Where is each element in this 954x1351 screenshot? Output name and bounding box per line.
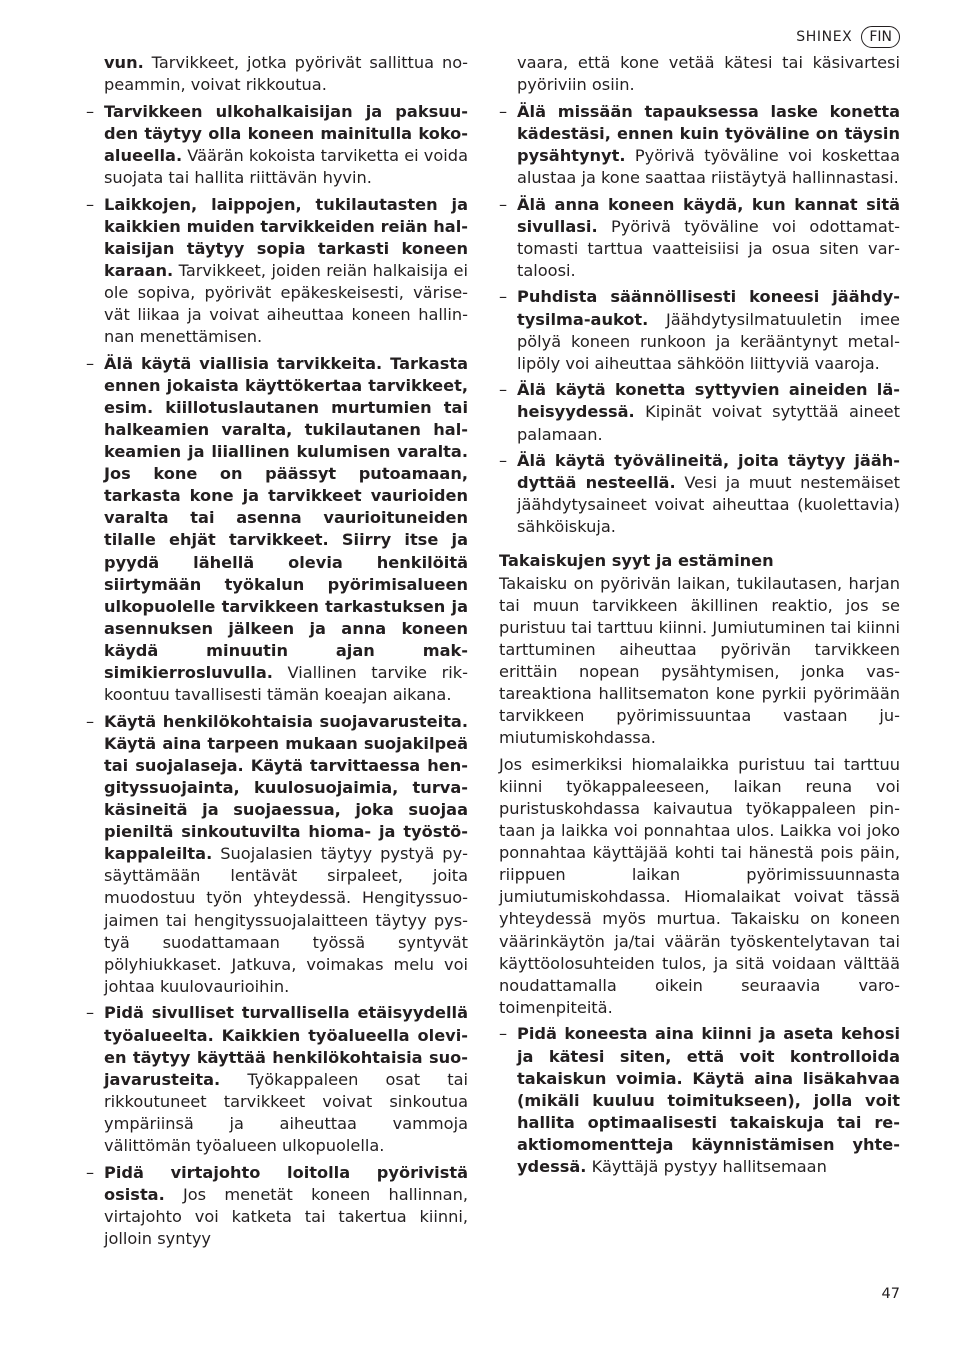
left-column	[86, 52, 468, 1254]
bold-instruction: Älä käytä viallisia tarvikkeita. Tarkasta ennen jokaista käyttökertaa tarvikkeet, esim. kiillotuslautanen murtumien tai halkeamien varalta, tukilautanen halkeamien ja liiallinen kulumisen varalta. Jos kone on päässyt putoamaan, tarkasta kone ja tarvikkeet vaurioiden varalta tai asenna vaurioituneiden tilalle ehjät tarvikkeet. Siirry itse ja pyydä lähellä olevia henkilöitä siirtymään työkalun pyörimisalueen ulkopuolelle tarvikkeen tarkastuksen ja asennuksen jälkeen ja anna koneen käydä minuutin ajan maksimikierrosluvulla.	[104, 353, 468, 683]
explanation-text: Työkappaleen osat tai rikkoutuneet tarvikkeet voivat sinkoutua ympäriinsä ja aiheuttaa vammoja välittömän työalueen ulkopuolella.	[104, 1069, 468, 1155]
bold-instruction: Älä käytä työvälineitä, joita täytyy jäähdyttää nesteellä.	[517, 451, 900, 493]
explanation-text: Vesi ja muut nestemäiset jäähdytysaineet voivat aiheuttaa (kuolettavia) sähköiskuja.	[517, 473, 900, 537]
bullet-item	[499, 194, 900, 282]
bold-instruction: Puhdista säännöllisesti koneesi jäähdytysilma-aukot.	[517, 287, 900, 329]
bullet-item	[86, 1002, 468, 1157]
bullet-item	[499, 286, 900, 374]
bullet-item	[86, 711, 468, 998]
explanation-text: Tarvikkeet, jotka pyörivät sallittua nopeammin, voivat rikkoutua.	[104, 53, 468, 95]
page-header	[796, 26, 900, 48]
paragraph	[499, 754, 900, 1019]
paragraph	[499, 573, 900, 750]
bullet-item	[499, 52, 900, 96]
bold-instruction: Tarvikkeen ulkohalkaisijan ja paksuuden täytyy olla koneen mainitulla kokoalueella.	[104, 101, 468, 165]
bullet-item	[86, 353, 468, 707]
explanation-text: Jäähdytysilmatuuletin imee pölyä koneen runkoon ja kerääntynyt metallipöly voi aiheuttaa sähköön liittyviä vaaroja.	[517, 309, 900, 373]
bullet-item	[86, 101, 468, 189]
explanation-text: Pyörivä työväline voi koskettaa alustaa ja kone saattaa riistäytyä hallinnastasi.	[517, 145, 900, 187]
right-column	[499, 52, 900, 1183]
explanation-text: Tarvikkeet, joiden reiän halkaisija ei ole sopiva, pyörivät epäkeskeisesti, värisevät liikaa ja voivat aiheuttaa koneen hallinnan menettämisen.	[104, 260, 468, 347]
explanation-text: vaara, että kone vetää kätesi tai käsivartesi pyöriviin osiin.	[517, 53, 900, 95]
bullet-item	[499, 1023, 900, 1178]
page-number: 47	[881, 1286, 900, 1302]
explanation-text: Suojalasien täytyy pystyä pysäyttämään lentävät sirpaleet, joita muodostuu työn yhteydessä. Hengityssuojaimen tai hengityssuojalaitteen täytyy pystyä suodattamaan työssä syntyvät pölyhiukkaset. Jatkuva, voimakas melu voi johtaa kuulovaurioihin.	[104, 844, 468, 996]
section-heading: Takaiskujen syyt ja estäminen	[499, 551, 774, 571]
explanation-text: Takaisku on pyörivän laikan, tukilautasen, harjan tai muun tarvikkeen äkillinen reaktio, jos se puristuu tai tarttuu kiinni. Jumiutuminen tai kiinni tarttuminen aiheuttaa pyörivän tarvikkeen erittäin nopean pysähtymisen, jonka vastareaktiona hallitsematon kone pyrkii pyörimään tarvikkeen pyörimissuuntaa vastaan jumiutumiskohdassa.	[499, 573, 900, 748]
bold-instruction: Älä anna koneen käydä, kun kannat sitä sivullasi.	[517, 194, 900, 236]
bold-instruction: Pidä sivulliset turvallisella etäisyydellä työalueelta. Kaikkien työalueella olevien täytyy käyttää henkilökohtaisia suojavarusteita.	[104, 1003, 468, 1089]
bold-instruction: Käytä henkilökohtaisia suojavarusteita. Käytä aina tarpeen mukaan suojakilpeä tai suojalaseja. Käytä tarvittaessa hengityssuojainta, kuulosuojaimia, turvakäsineitä ja suojaessua, joka suojaa pieniltä sinkoutuvilta hioma- ja työstökappaleilta.	[104, 711, 468, 864]
bold-instruction: Älä missään tapauksessa laske konetta kädestäsi, ennen kuin työväline on täysin pysähtynyt.	[517, 101, 900, 165]
bold-instruction: Laikkojen, laippojen, tukilautasten ja kaikkien muiden tarvikkeiden reiän halkaisijan täytyy sopia tarkasti koneen karaan.	[104, 194, 468, 280]
explanation-text: Kipinät voivat sytyttää aineet palamaan.	[517, 402, 900, 444]
bold-instruction: vun.	[104, 53, 144, 72]
bold-instruction: Pidä koneesta aina kiinni ja aseta kehosi ja kätesi siten, että voit kontrolloida takaiskun voimia. Käytä aina lisäkahvaa (mikäli kuuluu toimitukseen), jolla voit hallita optimaalisesti takaiskuja tai reaktiomomentteja käynnistämisen yhteydessä.	[517, 1024, 900, 1176]
bullet-item	[499, 379, 900, 445]
explanation-text: Käyttäjä pystyy hallitsemaan	[586, 1157, 827, 1176]
brand-name: SHINEX	[796, 29, 853, 45]
explanation-text: Jos esimerkiksi hiomalaikka puristuu tai tarttuu kiinni työkappaleeseen, laikan reuna voi puristuskohdassa kaivautua työkappaleen pintaan ja laikka voi ponnahtaa ulos. Laikka voi joko ponnahtaa käyttäjää kohti tai hänestä pois päin, riippuen laikan pyörimissuunnasta jumiutumiskohdassa. Hiomalaikat voivat tässä yhteydessä myös murtua. Takaisku on koneen väärinkäytön ja/tai väärän työskentelytavan tai käyttöolosuhteiden tulos, ja sitä voidaan välttää noudattamalla oikein seuraavia varotoimenpiteitä.	[499, 754, 900, 1017]
bullet-item	[499, 101, 900, 189]
bullet-item	[499, 450, 900, 538]
bullet-item	[86, 52, 468, 96]
explanation-text: Pyörivä työväline voi odottamattomasti tarttua vaatteisiisi ja osua siten vartaloosi.	[517, 216, 900, 280]
bullet-item	[86, 194, 468, 349]
bullet-item	[86, 1162, 468, 1250]
explanation-text: Jos menetät koneen hallinnan, virtajohto voi katketa tai takertua kiinni, jolloin syntyy	[104, 1184, 468, 1248]
language-badge: FIN	[861, 26, 900, 48]
explanation-text: Väärän kokoista tarviketta ei voida suojata tai hallita riittävän hyvin.	[104, 145, 468, 187]
bold-instruction: Pidä virtajohto loitolla pyörivistä osista.	[104, 1162, 468, 1204]
bold-instruction: Älä käytä konetta syttyvien aineiden läheisyydessä.	[517, 380, 900, 422]
explanation-text: Viallinen tarvike rikkoontuu tavallisesti tämän koeajan aikana.	[104, 663, 468, 705]
